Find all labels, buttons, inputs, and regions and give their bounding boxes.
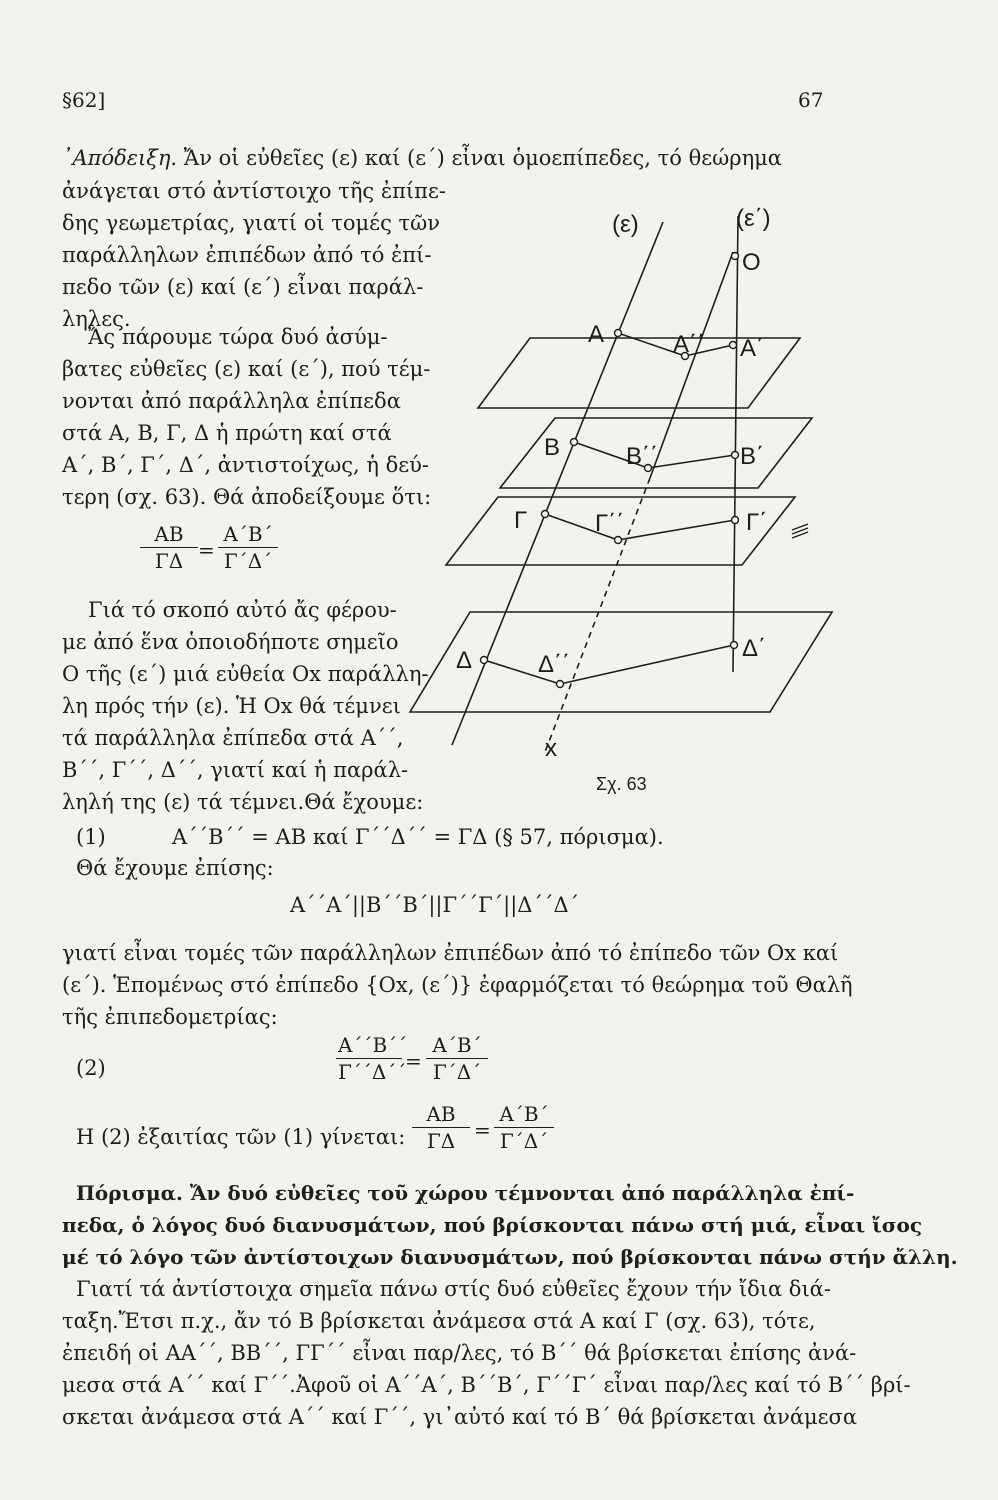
intro-line: δης γεωμετρίας, γιατί οἱ τομές τῶν — [62, 211, 441, 235]
point-b — [571, 439, 578, 446]
para2-line: με ἀπό ἕνα ὁποιοδήποτε σημεῖο — [62, 630, 399, 654]
point-o — [732, 253, 739, 260]
label-a: A — [588, 321, 605, 348]
equals-sign: = — [405, 1049, 422, 1073]
point-d2 — [557, 681, 564, 688]
para4-line: ἐπειδή οἱ ΑΑ΄΄, ΒΒ΄΄, ΓΓ΄΄ εἶναι παρ/λες, τό Β΄΄ θά βρίσκεται ἐπίσης ἀνά- — [62, 1341, 857, 1365]
also-text: Θά ἔχουμε ἐπίσης: — [76, 856, 274, 880]
label-e-prime: (ε΄) — [736, 205, 771, 232]
intro-line: βατες εὐθεῖες (ε) καί (ε΄), πού τέμ- — [62, 357, 431, 381]
label-d: Δ — [456, 647, 473, 674]
proof-label: ᾿Απόδειξη. — [62, 146, 178, 170]
label-x: x — [545, 735, 557, 762]
equals-sign: = — [198, 538, 215, 562]
figure-caption: Σχ. 63 — [596, 774, 647, 794]
label-o: O — [742, 249, 761, 276]
label-b: B — [544, 434, 561, 461]
numerator: ΑΒ — [426, 1102, 456, 1126]
para2-line: ληλή της (ε) τά τέμνει.Θά ἔχουμε: — [62, 790, 424, 814]
equals-sign: = — [474, 1118, 491, 1142]
label-a1: A΄ — [740, 335, 764, 362]
para4-line: σκεται ἀνάμεσα στά Α΄΄ καί Γ΄΄, γι᾿αὐτό καί τό Β΄ θά βρίσκεται ἀνάμεσα — [62, 1405, 858, 1429]
numerator: Α΄΄Β΄΄ — [338, 1033, 408, 1057]
intro-line: Ἄς πάρουμε τώρα δυό ἀσύμ- — [88, 325, 388, 349]
intro-line: Ἄν οἱ εὐθεῖες (ε) καί (ε΄) εἶναι ὁμοεπίπεδες, τό θεώρημα — [183, 146, 782, 170]
label-e: (ε) — [612, 211, 639, 238]
point-g2 — [615, 537, 622, 544]
denominator: ΓΔ — [154, 549, 184, 573]
denominator: Γ΄Δ΄ — [432, 1060, 482, 1084]
para2-line: Β΄΄, Γ΄΄, Δ΄΄, γιατί καί ἡ παράλ- — [62, 758, 409, 782]
point-d — [481, 657, 488, 664]
eq1-label: (1) — [76, 825, 106, 849]
para4-line: Γιατί τά ἀντίστοιχα σημεῖα πάνω στίς δυό εὐθεῖες ἔχουν τήν ἴδια διά- — [76, 1277, 831, 1301]
label-b1: B΄ — [740, 443, 764, 470]
para4-line: ταξη.Ἔτσι π.χ., ἄν τό Β βρίσκεται ἀνάμεσα στά Α καί Γ (σχ. 63), τότε, — [62, 1309, 816, 1333]
parallel-relation: Α΄΄Α΄||Β΄΄Β΄||Γ΄΄Γ΄||Δ΄΄Δ΄ — [290, 893, 580, 917]
corollary-line: μέ τό λόγο τῶν ἀντίστοιχων διανυσμάτων, πού βρίσκονται πάνω στήν ἄλλη. — [62, 1245, 958, 1269]
eq3-lead: Η (2) ἐξαιτίας τῶν (1) γίνεται: — [76, 1125, 406, 1149]
intro-line: παράλληλων ἐπιπέδων ἀπό τό ἐπί- — [62, 243, 432, 267]
para2-line: τά παράλληλα ἐπίπεδα στά Α΄΄, — [62, 726, 404, 750]
eq1-text: Α΄΄Β΄΄ = ΑΒ καί Γ΄΄Δ΄΄ = ΓΔ (§ 57, πόρισμα). — [172, 825, 664, 849]
page-number: 67 — [798, 88, 824, 112]
denominator: Γ΄Δ΄ — [223, 549, 273, 573]
intro-line: ἀνάγεται στό ἀντίστοιχο τῆς ἐπίπε- — [62, 179, 446, 203]
denominator: Γ΄΄Δ΄΄ — [338, 1060, 407, 1084]
intro-line: νονται ἀπό παράλληλα ἐπίπεδα — [62, 389, 401, 413]
label-a2: A΄΄ — [673, 331, 705, 358]
para2-line: Γιά τό σκοπό αὐτό ἄς φέρου- — [88, 598, 397, 622]
corollary-line: Πόρισμα. Ἄν δυό εὐθεῖες τοῦ χώρου τέμνονται ἀπό παράλληλα ἐπί- — [76, 1181, 855, 1205]
para3-line: (ε΄). Ἑπομένως στό ἐπίπεδο {Οx, (ε΄)} ἐφαρμόζεται τό θεώρημα τοῦ Θαλῆ — [62, 973, 853, 997]
denominator: ΓΔ — [426, 1129, 456, 1153]
point-a — [615, 330, 622, 337]
section-number: §62] — [62, 88, 106, 112]
intro-line: πεδο τῶν (ε) καί (ε΄) εἶναι παράλ- — [62, 275, 424, 299]
para4-line: μεσα στά Α΄΄ καί Γ΄΄.Ἀφοῦ οἱ Α΄΄Α΄, Β΄΄Β΄, Γ΄΄Γ΄ εἶναι παρ/λες καί τό Β΄΄ βρί- — [62, 1373, 911, 1397]
para3-line: γιατί εἶναι τομές τῶν παράλληλων ἐπιπέδων ἀπό τό ἐπίπεδο τῶν Οx καί — [62, 941, 839, 965]
label-b2: B΄΄ — [626, 443, 658, 470]
label-g: Γ — [514, 507, 528, 534]
intro-line: τερη (σχ. 63). Θά ἀποδείξουμε ὅτι: — [62, 485, 432, 509]
point-a1 — [730, 342, 737, 349]
line-e-prime — [733, 216, 738, 672]
point-g1 — [732, 517, 739, 524]
numerator: Α΄Β΄ — [223, 522, 273, 546]
eq2-label: (2) — [76, 1056, 106, 1080]
intro-line: ληλες. — [62, 307, 131, 331]
denominator: Γ΄Δ΄ — [499, 1129, 549, 1153]
para2-line: λη πρός τήν (ε). Ἡ Οx θά τέμνει — [62, 694, 401, 718]
label-d1: Δ΄ — [742, 635, 767, 662]
numerator: Α΄Β΄ — [432, 1033, 482, 1057]
point-g — [542, 511, 549, 518]
label-g1: Γ΄ — [746, 509, 768, 536]
plane-d — [410, 612, 832, 712]
point-d1 — [731, 642, 738, 649]
intro-line: στά Α, Β, Γ, Δ ἡ πρώτη καί στά — [62, 421, 392, 445]
numerator: Α΄Β΄ — [499, 1102, 549, 1126]
label-d2: Δ΄΄ — [538, 651, 571, 678]
numerator: ΑΒ — [154, 522, 184, 546]
para2-line: Ο τῆς (ε΄) μιά εὐθεία Οx παράλλη- — [62, 662, 429, 686]
point-b1 — [732, 452, 739, 459]
line-ox — [650, 252, 733, 478]
corollary-line: πεδα, ὁ λόγος δυό διανυσμάτων, πού βρίσκονται πάνω στή μιά, εἶναι ἴσος — [62, 1213, 923, 1237]
intro-line: Α΄, Β΄, Γ΄, Δ΄, ἀντιστοίχως, ἡ δεύ- — [62, 453, 429, 477]
para3-line: τῆς ἐπιπεδομετρίας: — [62, 1005, 278, 1029]
label-g2: Γ΄΄ — [595, 510, 625, 537]
